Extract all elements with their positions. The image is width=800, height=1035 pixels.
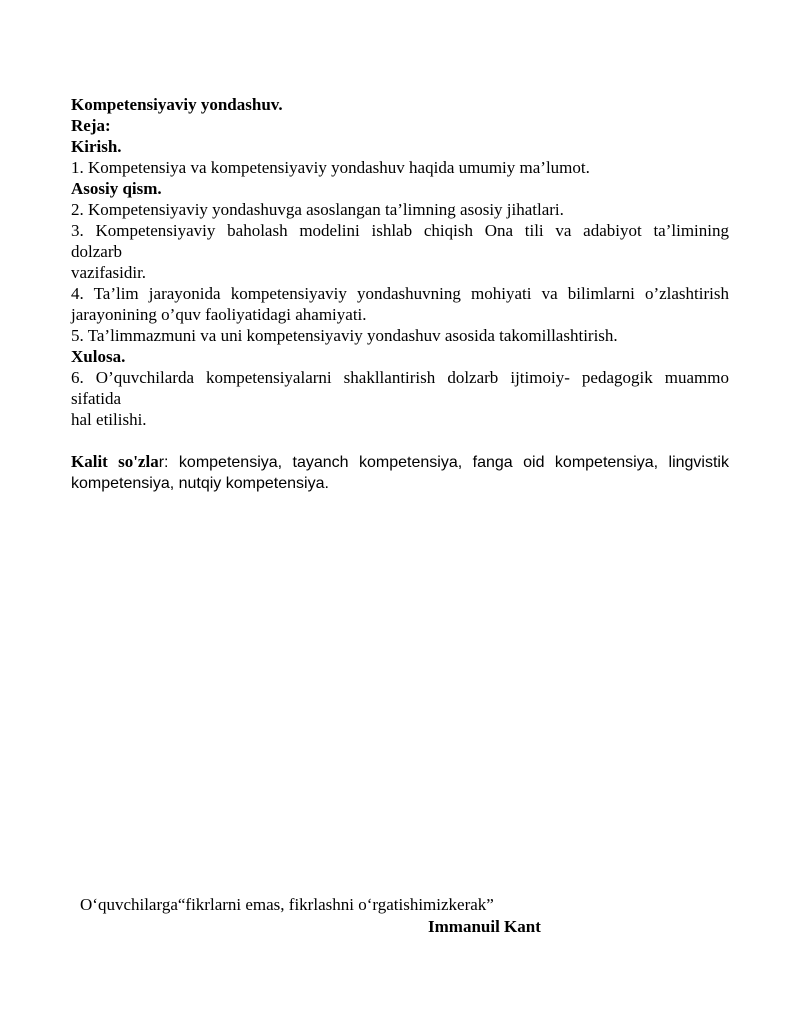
conclusion-heading: Xulosa. <box>71 347 126 366</box>
plan-item-3-line-3: vazifasidir. <box>71 263 147 282</box>
plan-item-3-line-1: 3. Kompetensiyaviy baholash modelini ishlab chiqish Ona tili va adabiyot ta’limining <box>71 221 729 240</box>
epigraph-author: Immanuil Kant <box>428 917 541 936</box>
keywords-line-2: kompetensiya, nutqiy kompetensiya. <box>71 475 329 492</box>
document-title: Kompetensiyaviy yondashuv. <box>71 95 283 114</box>
keywords-label: Kalit so'zla <box>71 452 159 471</box>
document-body <box>71 94 729 494</box>
plan-item-6-line-1: 6. O’quvchilarda kompetensiyalarni shakllantirish dolzarb ijtimoiy- pedagogik muammo <box>71 368 729 387</box>
blank-line <box>71 430 729 451</box>
main-heading: Asosiy qism. <box>71 179 162 198</box>
keywords-paragraph <box>71 451 729 494</box>
epigraph-quote: O‘quvchilarga“fikrlarni emas, fikrlashni o‘rgatishimizkerak” <box>80 895 494 914</box>
plan-item-6-line-2: sifatida <box>71 389 122 408</box>
plan-item-2: 2. Kompetensiyaviy yondashuvga asoslangan ta’limning asosiy jihatlari. <box>71 200 564 219</box>
plan-item-6-line-3: hal etilishi. <box>71 410 147 429</box>
plan-item-5: 5. Ta’limmazmuni va uni kompetensiyaviy yondashuv asosida takomillashtirish. <box>71 326 618 345</box>
plan-item-4-line-1: 4. Ta’lim jarayonida kompetensiyaviy yondashuvning mohiyati va bilimlarni o’zlashtirish <box>71 284 729 303</box>
plan-item-3-line-2: dolzarb <box>71 242 122 261</box>
intro-heading: Kirish. <box>71 137 122 156</box>
keywords-text-1: r: kompetensiya, tayanch kompetensiya, fanga oid kompetensiya, lingvistik <box>158 454 729 471</box>
plan-heading: Reja: <box>71 116 111 135</box>
plan-item-1: 1. Kompetensiya va kompetensiyaviy yondashuv haqida umumiy ma’lumot. <box>71 158 590 177</box>
keywords-line-1 <box>71 451 729 473</box>
plan-item-4-line-2: jarayonining o’quv faoliyatidagi ahamiyati. <box>71 305 367 324</box>
